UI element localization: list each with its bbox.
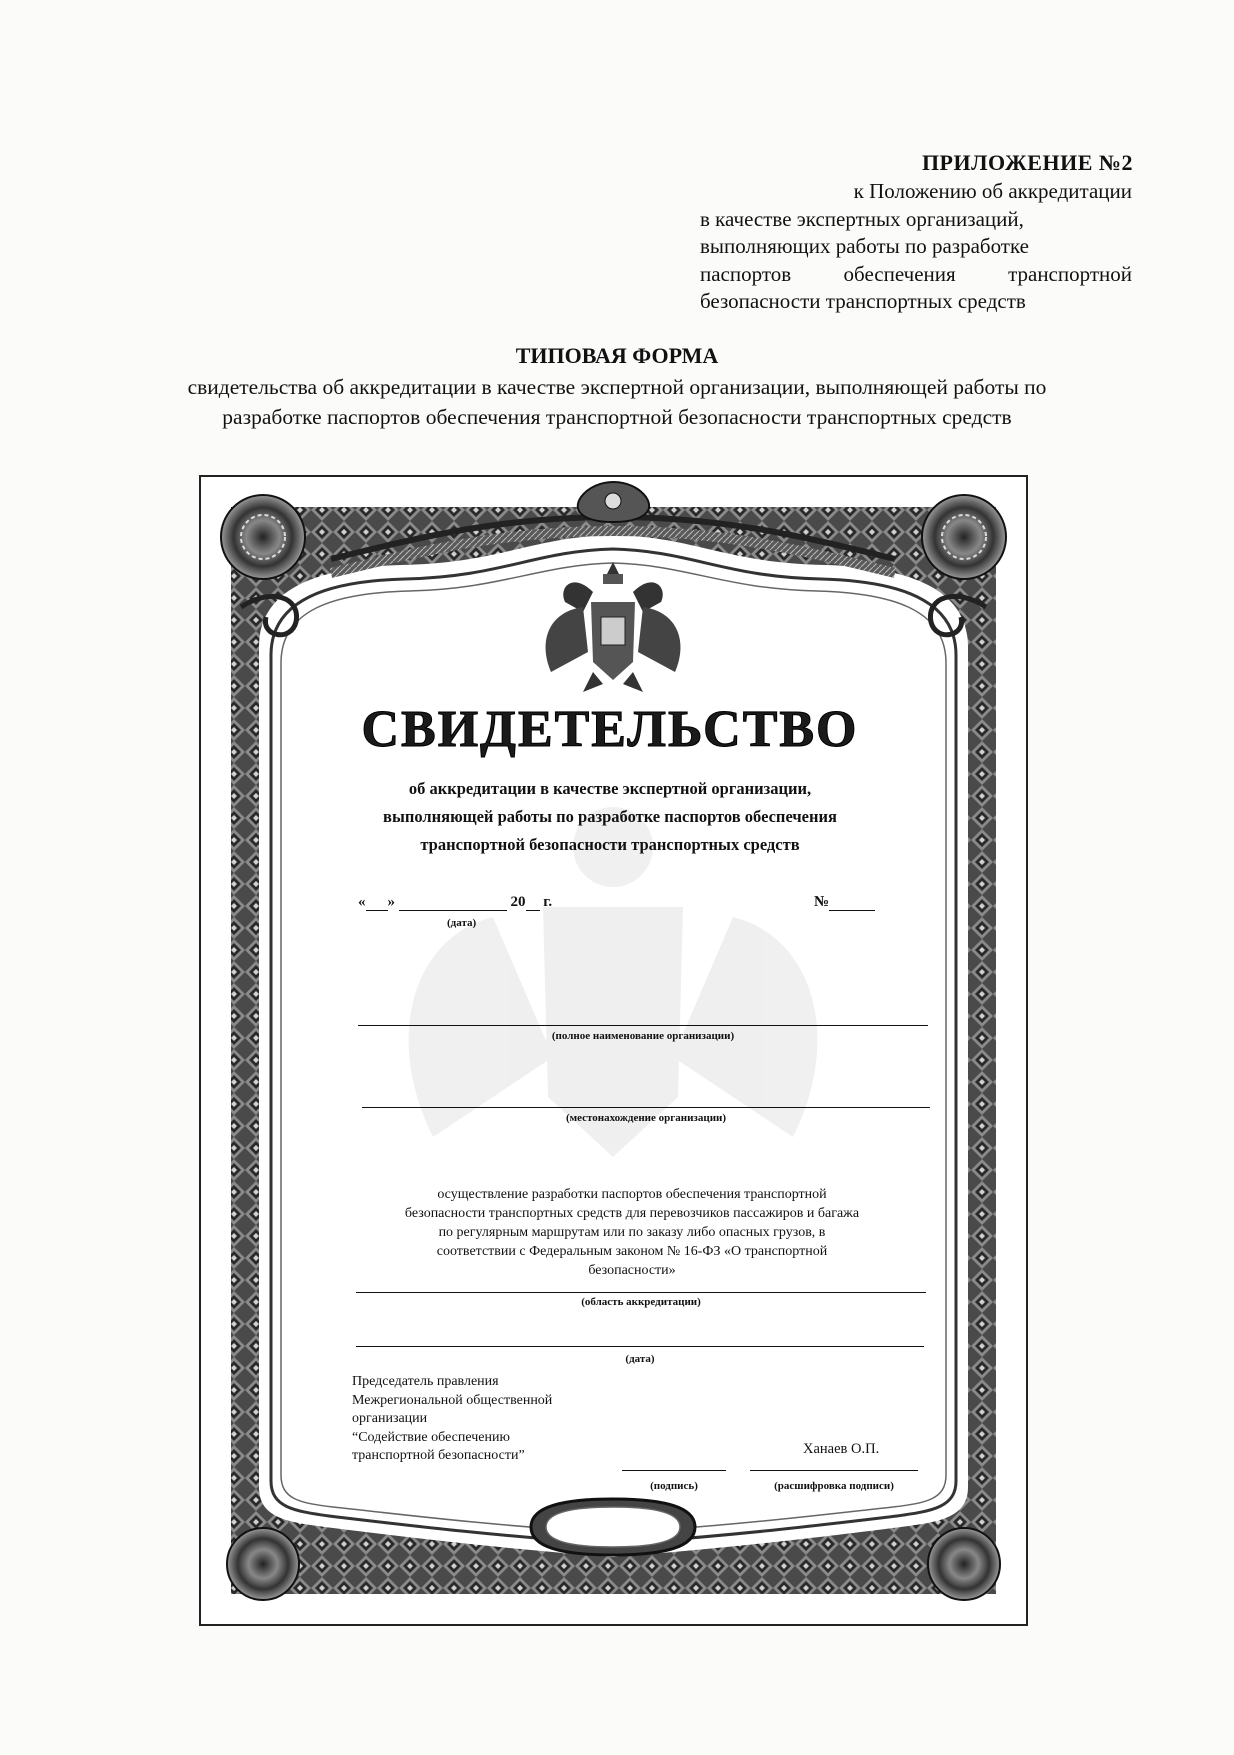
- signature-caption: (подпись): [650, 1480, 698, 1492]
- appendix-line-4: [700, 261, 1132, 289]
- accreditation-scope-text: [372, 1185, 892, 1280]
- form-subtitle: [0, 372, 1234, 432]
- certificate-subtitle-line-1: об аккредитации в качестве экспертной организации,: [408, 779, 812, 798]
- date-quote-open: «: [358, 894, 366, 910]
- appendix-word: паспортов: [700, 261, 792, 286]
- signature-line: [622, 1470, 726, 1471]
- org-location-line: [362, 1107, 930, 1108]
- scope-line: [356, 1292, 926, 1293]
- form-subtitle-line-2: разработке паспортов обеспечения транспортной безопасности транспортных средств: [222, 405, 1012, 429]
- org-location-caption: (местонахождение организации): [565, 1112, 727, 1124]
- year-blank: [526, 894, 540, 911]
- number-label: №: [814, 894, 830, 910]
- date-caption: (дата): [447, 917, 477, 929]
- certificate-ornament: [201, 477, 1026, 1624]
- org-name-line: [358, 1025, 928, 1026]
- signature-decode-line: [750, 1470, 918, 1471]
- issue-date-caption: (дата): [625, 1353, 655, 1365]
- signer-name: Ханаев О.П.: [803, 1441, 880, 1457]
- appendix-word: обеспечения: [843, 261, 956, 286]
- chair-line-2: Межрегиональной общественной: [352, 1392, 553, 1408]
- scope-line-5: безопасности»: [588, 1263, 676, 1278]
- day-blank: [366, 894, 388, 911]
- appendix-text: [700, 178, 1132, 316]
- month-blank: [399, 894, 507, 911]
- issue-date-line: [356, 1346, 924, 1347]
- appendix-line-1: к Положению об аккредитации: [853, 179, 1132, 203]
- org-name-caption: (полное наименование организации): [551, 1030, 735, 1042]
- scope-line-2: безопасности транспортных средств для перевозчиков пассажиров и багажа: [404, 1206, 860, 1221]
- scope-line-3: по регулярным маршрутам или по заказу либо опасных грузов, в: [438, 1225, 826, 1240]
- chair-line-4: “Содействие обеспечению: [352, 1429, 510, 1445]
- appendix-title: ПРИЛОЖЕНИЕ №2: [921, 150, 1133, 175]
- chair-line-1: Председатель правления: [352, 1374, 499, 1389]
- chair-line-5: транспортной безопасности”: [352, 1448, 525, 1463]
- form-subtitle-line-1: свидетельства об аккредитации в качестве экспертной организации, выполняющей работы по: [187, 375, 1047, 399]
- signature-decode-caption: (расшифровка подписи): [774, 1480, 894, 1492]
- certificate-subtitle: [330, 775, 890, 859]
- appendix-line-3: выполняющих работы по разработке: [700, 234, 1029, 258]
- number-blank: [829, 894, 875, 911]
- chair-line-3: организации: [352, 1411, 428, 1426]
- certificate-number-field: [814, 894, 875, 911]
- date-year-prefix: 20: [510, 894, 526, 910]
- certificate-title: СВИДЕТЕЛЬСТВО: [361, 701, 859, 758]
- scope-caption: (область аккредитации): [581, 1296, 701, 1308]
- scope-line-1: осуществление разработки паспортов обеспечения транспортной: [437, 1187, 827, 1202]
- form-title: ТИПОВАЯ ФОРМА: [515, 343, 719, 368]
- date-year-suffix: г.: [543, 894, 553, 910]
- scope-line-4: соответствии с Федеральным законом № 16-ФЗ «О транспортной: [436, 1244, 828, 1259]
- chairman-block: [352, 1373, 552, 1466]
- date-quote-close: »: [387, 894, 395, 910]
- certificate-subtitle-line-2: выполняющей работы по разработке паспортов обеспечения: [383, 807, 837, 826]
- appendix-line-2: в качестве экспертных организаций,: [700, 206, 1024, 231]
- appendix-line-5: безопасности транспортных средств: [700, 289, 1026, 313]
- certificate-subtitle-line-3: транспортной безопасности транспортных средств: [420, 835, 800, 854]
- issue-date-field: [358, 894, 552, 911]
- appendix-word: транспортной: [1008, 261, 1132, 286]
